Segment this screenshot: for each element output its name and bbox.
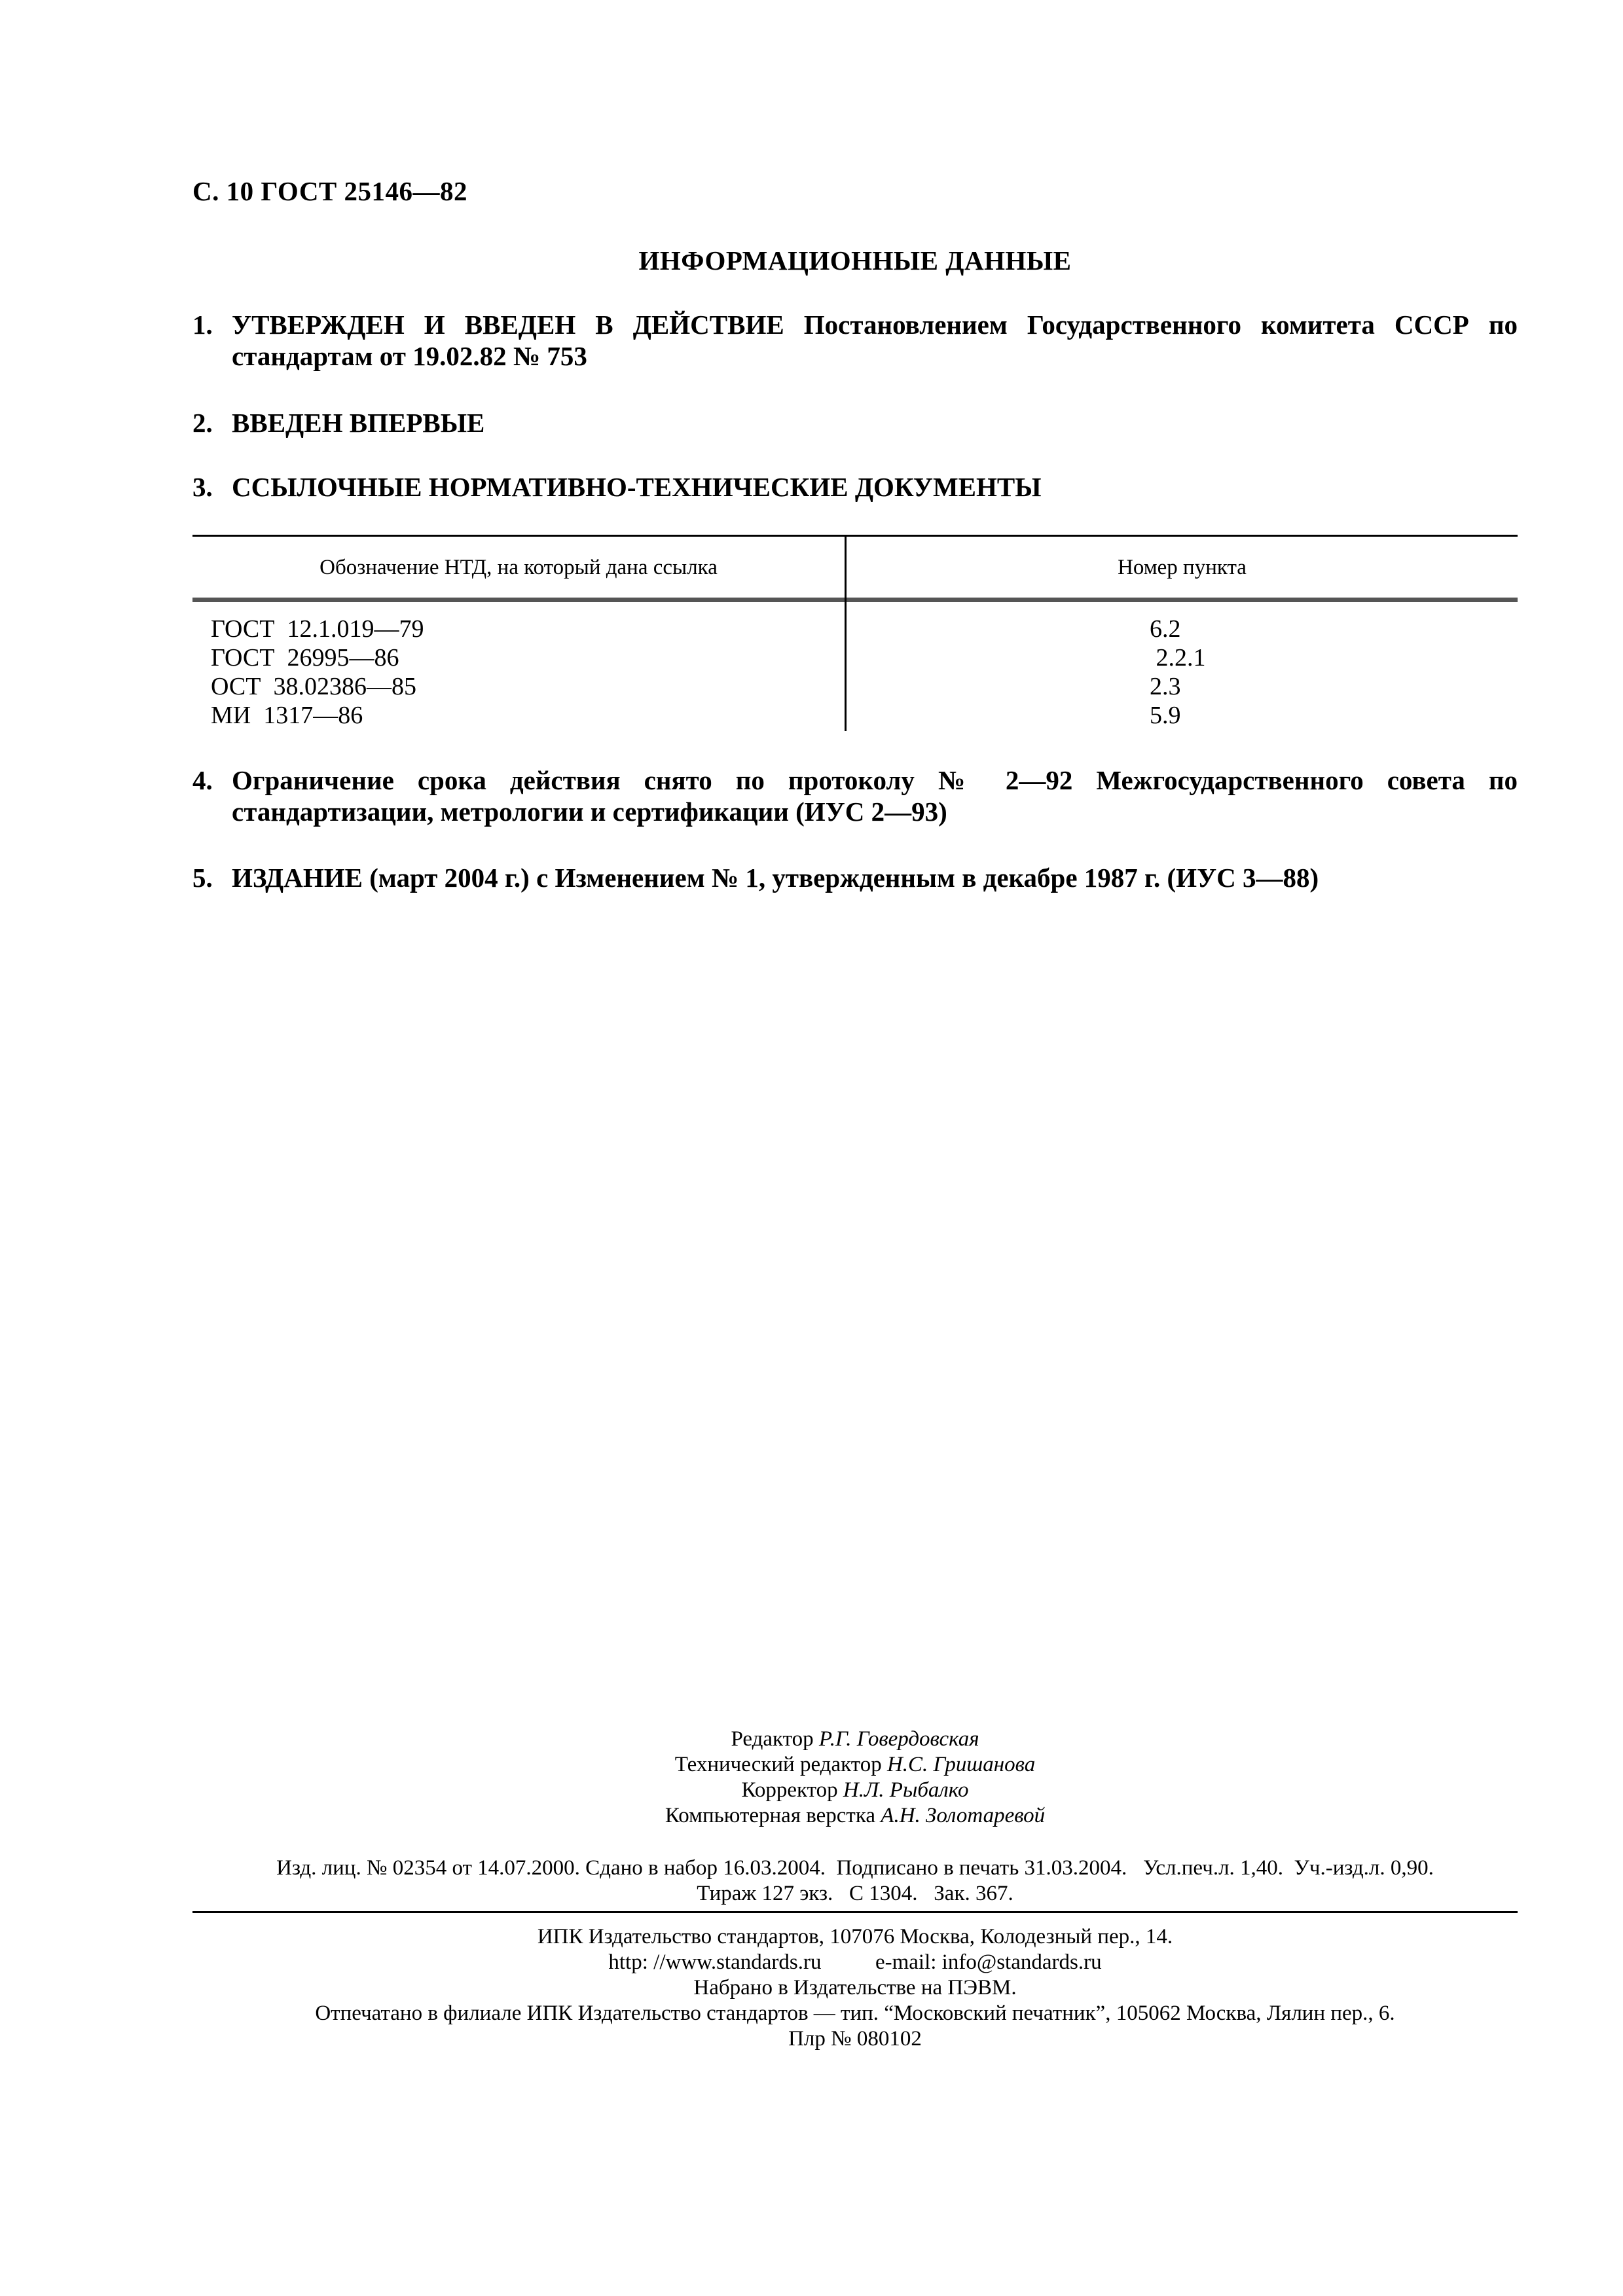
- item-text: ИЗДАНИЕ (март 2004 г.) с Изменением № 1, утвержденным в декабре 1987 г. (ИУС 3—88): [232, 863, 1319, 893]
- imprint-divider: [192, 1911, 1518, 1913]
- credit-line: [192, 1778, 1518, 1803]
- info-item-3: [192, 471, 1518, 503]
- table-cell-clause: 5.9: [1150, 702, 1181, 729]
- table-cell-document: ГОСТ 12.1.019—79: [211, 615, 424, 643]
- info-item-5: [192, 862, 1518, 893]
- publisher-line: Отпечатано в филиале ИПК Издательство стандартов — тип. “Московский печатник”, 105062 Москва, Лялин пер., 6.: [315, 2001, 1395, 2025]
- item-text: ССЫЛОЧНЫЕ НОРМАТИВНО-ТЕХНИЧЕСКИЕ ДОКУМЕНТЫ: [232, 472, 1042, 502]
- credit-name: Р.Г. Говердовская: [818, 1727, 979, 1751]
- credit-name: А.Н. Золотаревой: [881, 1804, 1046, 1827]
- item-number: 3.: [192, 472, 213, 502]
- credit-line: [192, 1803, 1518, 1829]
- table-header-document: Обозначение НТД, на который дана ссылка: [319, 556, 718, 579]
- credit-role: Компьютерная верстка: [665, 1804, 881, 1827]
- page-header: С. 10 ГОСТ 25146—82: [192, 176, 468, 206]
- imprint-line: Изд. лиц. № 02354 от 14.07.2000. Сдано в набор 16.03.2004. Подписано в печать 31.03.2004. Усл.печ.л. 1,40. Уч.-изд.л. 0,90.: [276, 1856, 1434, 1880]
- item-number: 2.: [192, 408, 213, 438]
- item-number: 4.: [192, 765, 213, 795]
- credit-line: [192, 1752, 1518, 1778]
- credit-role: Редактор: [731, 1727, 814, 1751]
- table-cell-document: МИ 1317—86: [211, 702, 363, 729]
- table-header-rule: [192, 598, 1518, 602]
- publisher-line: http: //www.standards.ru e-mail: info@standards.ru: [608, 1950, 1102, 1974]
- publisher-info: [192, 1924, 1518, 2052]
- table-cell-document: ОСТ 38.02386—85: [211, 673, 416, 700]
- info-item-4: [192, 764, 1518, 827]
- credit-role: Технический редактор: [674, 1753, 882, 1776]
- item-text: Ограничение срока действия снято по протоколу № 2—92 Межгосударственного совета по стандартизации, метрологии и сертификации (ИУС 2—93): [232, 765, 1518, 827]
- section-title: ИНФОРМАЦИОННЫЕ ДАННЫЕ: [638, 245, 1072, 276]
- publisher-line: ИПК Издательство стандартов, 107076 Москва, Колодезный пер., 14.: [537, 1925, 1173, 1948]
- publisher-line: Плр № 080102: [788, 2027, 922, 2051]
- item-text: УТВЕРЖДЕН И ВВЕДЕН В ДЕЙСТВИЕ Постановлением Государственного комитета СССР по стандартам от 19.02.82 № 753: [232, 310, 1518, 371]
- item-number: 1.: [192, 310, 213, 340]
- credit-name: Н.С. Гришанова: [886, 1753, 1036, 1776]
- imprint-details: [192, 1856, 1518, 1907]
- credit-role: Корректор: [741, 1778, 838, 1802]
- credit-line: [192, 1727, 1518, 1752]
- credit-name: Н.Л. Рыбалко: [843, 1778, 969, 1802]
- publisher-line: Набрано в Издательстве на ПЭВМ.: [693, 1976, 1017, 2000]
- document-column: [211, 615, 424, 730]
- info-item-1: [192, 309, 1518, 372]
- reference-documents-table: [192, 535, 1518, 731]
- table-cell-document: ГОСТ 26995—86: [211, 644, 399, 672]
- imprint-line: Тираж 127 экз. С 1304. Зак. 367.: [697, 1882, 1013, 1905]
- table-cell-clause: 6.2: [1150, 615, 1181, 643]
- table-cell-clause: 2.3: [1150, 673, 1181, 700]
- item-number: 5.: [192, 863, 213, 893]
- table-header-clause: Номер пункта: [1118, 556, 1247, 579]
- item-text: ВВЕДЕН ВПЕРВЫЕ: [232, 408, 485, 438]
- clause-column: [1150, 615, 1206, 730]
- info-item-2: [192, 407, 1518, 439]
- editorial-credits: [192, 1727, 1518, 1829]
- table-cell-clause: 2.2.1: [1150, 644, 1206, 672]
- table-top-rule: [192, 535, 1518, 537]
